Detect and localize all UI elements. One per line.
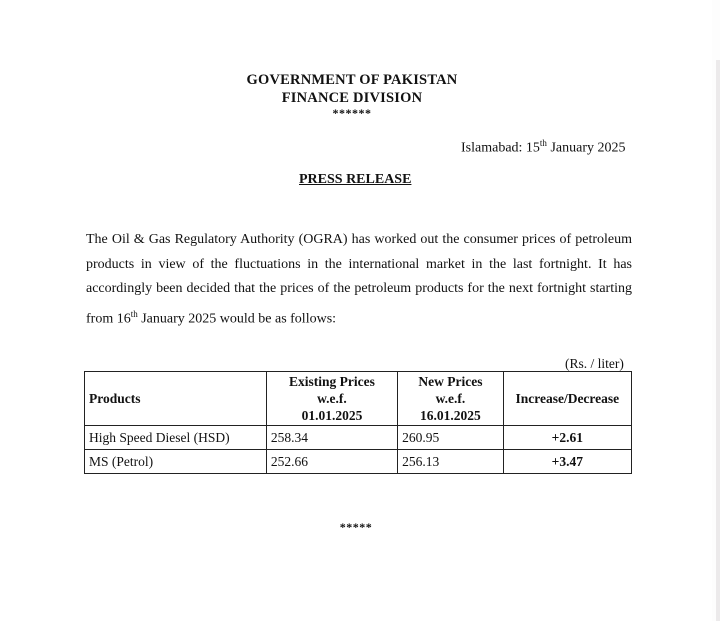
price-table <box>84 371 632 474</box>
cell-new-price: 256.13 <box>398 450 503 474</box>
header-new-line1: New Prices <box>418 374 483 389</box>
cell-existing-price: 252.66 <box>266 450 397 474</box>
cell-existing-price: 258.34 <box>266 426 397 450</box>
page-edge-shadow <box>716 60 720 621</box>
header-division: FINANCE DIVISION <box>281 90 423 106</box>
dateline-prefix: Islamabad: 15 <box>461 140 540 156</box>
header-existing-line1: Existing Prices <box>289 374 375 389</box>
header-existing-line2: w.e.f. <box>317 391 347 406</box>
cell-product: MS (Petrol) <box>85 450 267 474</box>
body-part-1: The Oil & Gas Regulatory Authority (OGRA) has worked out the consumer prices of petroleum products in view of the fluctuations in the international market in the last fortnight. It has accordingly been decided that the prices of the petroleum products for the next fortnight starting from 16 <box>86 232 632 327</box>
table-header-row <box>85 372 632 426</box>
body-part-2: January 2025 would be as follows: <box>137 311 337 327</box>
header-new-prices <box>398 372 503 426</box>
cell-change: +2.61 <box>503 426 631 450</box>
cell-product: High Speed Diesel (HSD) <box>85 426 267 450</box>
page-title: PRESS RELEASE <box>299 172 412 187</box>
header-stars: ****** <box>332 106 372 120</box>
dateline-suffix: January 2025 <box>546 140 626 156</box>
cell-change: +3.47 <box>503 450 631 474</box>
cell-new-price: 260.95 <box>398 426 503 450</box>
body-sup: th <box>130 308 138 319</box>
unit-label: (Rs. / liter) <box>565 356 624 371</box>
footer-stars: ***** <box>339 520 373 534</box>
dateline <box>461 138 625 157</box>
header-existing-prices <box>266 372 397 426</box>
body-paragraph <box>86 228 632 332</box>
header-government: GOVERNMENT OF PAKISTAN <box>246 72 458 88</box>
dateline-sup: th <box>539 138 547 148</box>
header-new-line3: 16.01.2025 <box>420 408 481 423</box>
header-increase-decrease: Increase/Decrease <box>503 372 631 426</box>
header-new-line2: w.e.f. <box>435 391 466 406</box>
header-existing-line3: 01.01.2025 <box>301 408 363 423</box>
header-products: Products <box>85 372 267 426</box>
table-row <box>85 426 632 450</box>
table-row <box>85 450 632 474</box>
